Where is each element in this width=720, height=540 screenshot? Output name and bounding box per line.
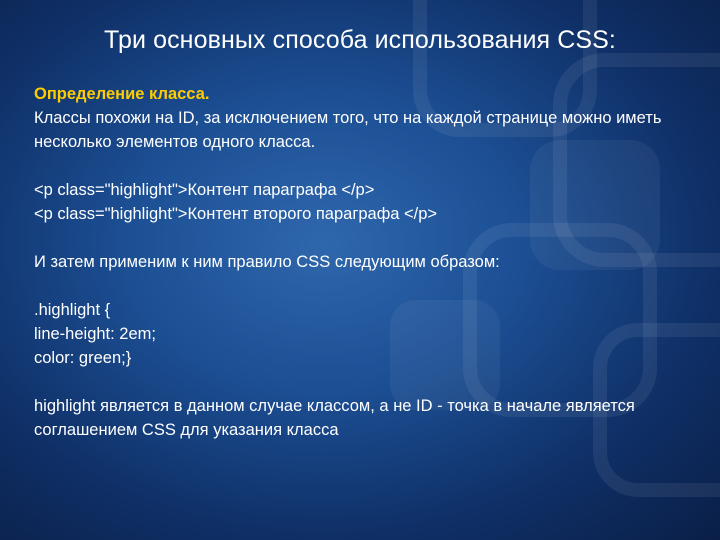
paragraph-explanation: highlight является в данном случае классом, а не ID - точка в начале является соглашением CSS для указания класса: [34, 397, 635, 439]
spacer: [34, 154, 706, 178]
subheading: Определение класса.: [34, 85, 210, 103]
code-line: color: green;}: [34, 349, 132, 367]
code-line: <p class="highlight">Контент параграфа </p>: [34, 181, 375, 199]
paragraph-classes: Классы похожи на ID, за исключением того, что на каждой странице можно иметь несколько элементов одного класса.: [34, 109, 662, 151]
spacer: [34, 370, 706, 394]
code-line: <p class="highlight">Контент второго параграфа </p>: [34, 205, 438, 223]
slide-title: Три основных способа использования CSS:: [104, 26, 616, 54]
spacer: [34, 226, 706, 250]
slide-body: [34, 82, 706, 442]
paragraph-apply: И затем применим к ним правило CSS следующим образом:: [34, 253, 500, 271]
spacer: [34, 274, 706, 298]
code-line: .highlight {: [34, 301, 111, 319]
code-line: line-height: 2em;: [34, 325, 156, 343]
